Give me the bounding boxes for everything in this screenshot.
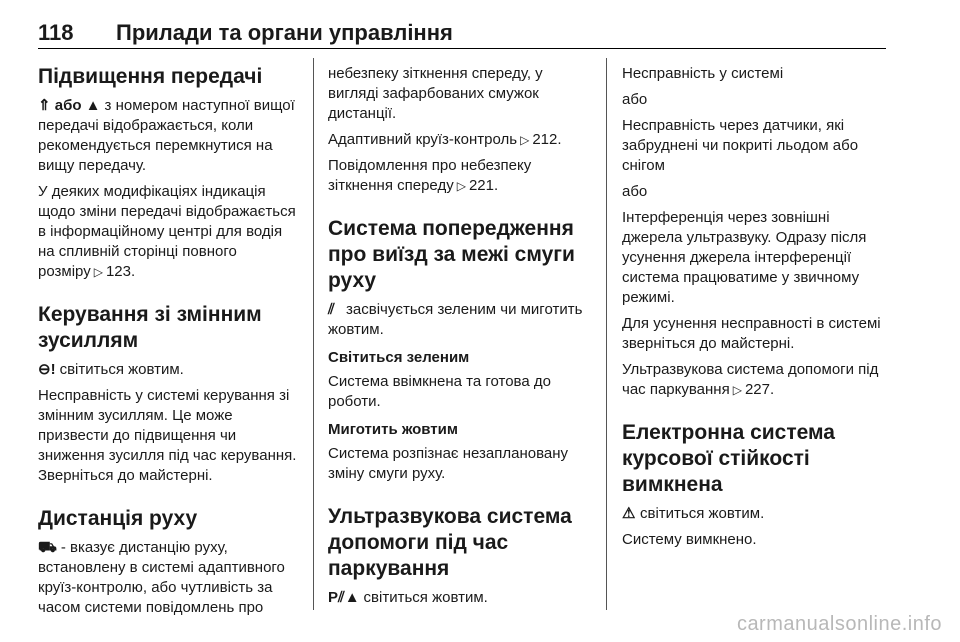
paragraph-green: Система ввімкнена та готова до роботи. bbox=[328, 373, 551, 410]
paragraph-steering: ⊖! світиться жовтим. bbox=[38, 361, 184, 378]
watermark: carmanualsonline.info bbox=[736, 613, 942, 635]
running-title: Прилади та органи управління bbox=[116, 20, 453, 45]
paragraph-yellow: Система розпізнає незаплановану зміну смуги руху. bbox=[328, 445, 569, 482]
heading-flashes-yellow: Миготить жовтим bbox=[328, 421, 458, 438]
upshift-icon: ⇑ або ▲ bbox=[38, 97, 101, 114]
page-reference: ▷ 212. bbox=[517, 131, 561, 148]
paragraph-fault: Несправність у системі bbox=[622, 65, 784, 82]
heading-following-distance: Дистанція руху bbox=[38, 507, 198, 530]
paragraph-upshift-info: У деяких модифікаціях індикація щодо зміни передачі відображається в інформаційному центрі для водія на спливній сторінці повного розміру▷ 123. bbox=[38, 182, 300, 282]
parking-assist-icon: P⫽▲ bbox=[328, 589, 360, 606]
column-3 bbox=[622, 64, 888, 556]
page-header bbox=[38, 18, 886, 50]
paragraph-parking-ref: Ультразвукова система допомоги під час паркування▷ 227. bbox=[622, 360, 888, 400]
paragraph-sensor-fault: Несправність через датчики, які забруднені чи покриті льодом або снігом bbox=[622, 117, 859, 174]
paragraph-parking: P⫽▲ світиться жовтим. bbox=[328, 589, 488, 606]
paragraph-service: Для усунення несправності в системі зверніться до майстерні. bbox=[622, 315, 881, 352]
vehicle-ahead-icon: ⛟ bbox=[38, 539, 57, 556]
page-reference: ▷ 227. bbox=[730, 381, 774, 398]
paragraph-acc-ref: Адаптивний круїз-контроль▷ 212. bbox=[328, 130, 592, 150]
lane-departure-icon: ⫽ bbox=[328, 301, 335, 318]
heading-upshift: Підвищення передачі bbox=[38, 65, 263, 88]
page-number: 118 bbox=[38, 20, 74, 45]
page-reference: ▷ 123. bbox=[91, 263, 135, 280]
paragraph-distance-cont: небезпеку зіткнення спереду, у вигляді зафарбованих смужок дистанції. bbox=[328, 65, 543, 122]
column-1 bbox=[38, 64, 300, 624]
esc-off-icon: ⚠ bbox=[622, 505, 636, 522]
header-rule bbox=[38, 48, 886, 49]
paragraph-esc: ⚠ світиться жовтим. bbox=[622, 505, 765, 522]
column-2 bbox=[328, 64, 592, 614]
column-divider-1 bbox=[313, 58, 314, 610]
page-reference: ▷ 221. bbox=[454, 177, 498, 194]
heading-lights-green: Світиться зеленим bbox=[328, 349, 470, 366]
paragraph-lane: ⫽ засвічується зеленим чи миготить жовтим. bbox=[328, 301, 583, 338]
heading-parking-assist: Ультразвукова система допомоги під час паркування bbox=[328, 505, 572, 580]
column-divider-2 bbox=[606, 58, 607, 610]
paragraph-or: або bbox=[622, 91, 648, 108]
heading-lane-departure: Система попередження про виїзд за межі смуги руху bbox=[328, 217, 575, 292]
paragraph-distance: ⛟ - вказує дистанцію руху, встановлену в системі адаптивного круїз-контролю, або чутливість за часом системи повідомлень про bbox=[38, 539, 285, 616]
heading-variable-steering: Керування зі змінним зусиллям bbox=[38, 303, 262, 352]
paragraph-upshift: ⇑ або ▲ з номером наступної вищої передачі відображається, коли рекомендується перемкнутися на вищу передачу. bbox=[38, 97, 295, 174]
heading-esc-off: Електронна система курсової стійкості вимкнена bbox=[622, 421, 835, 496]
steering-warning-icon: ⊖! bbox=[38, 361, 56, 378]
paragraph-fcw-ref: Повідомлення про небезпеку зіткнення спереду▷ 221. bbox=[328, 156, 592, 196]
paragraph-interference: Інтерференція через зовнішні джерела ультразвуку. Одразу після усунення джерела інтерференції система працюватиме у звичному режимі. bbox=[622, 209, 867, 306]
paragraph-esc-off: Систему вимкнено. bbox=[622, 531, 757, 548]
paragraph-or: або bbox=[622, 183, 648, 200]
paragraph-steering-fault: Несправність у системі керування зі змінним зусиллям. Це може призвести до підвищення чи зниження зусилля під час керування. Зверніться до майстерні. bbox=[38, 387, 297, 484]
